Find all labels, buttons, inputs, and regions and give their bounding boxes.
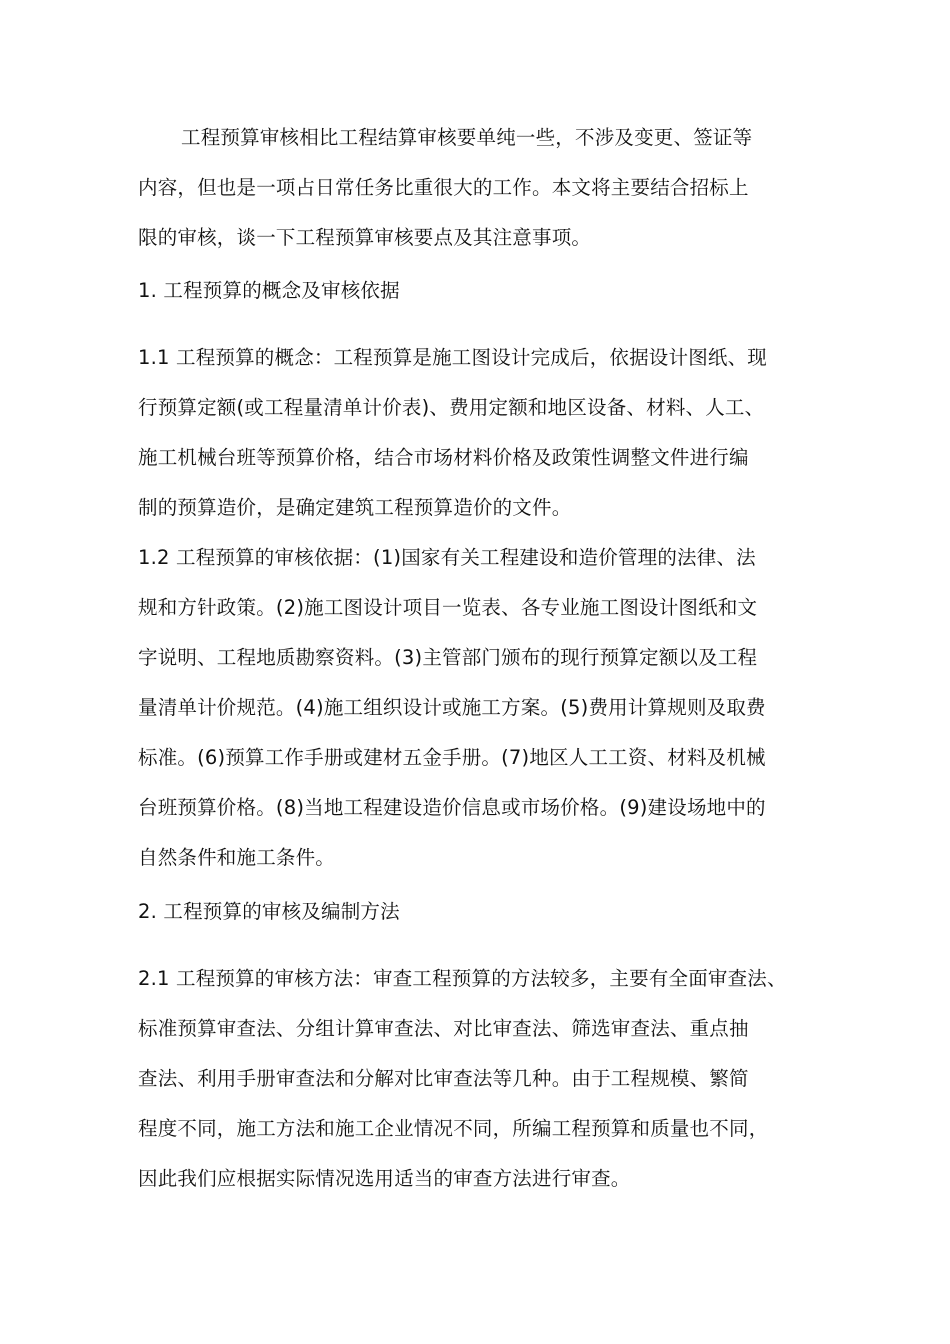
paragraph-1-2-line-3: 字说明、工程地质勘察资料。(3)主管部门颁布的现行预算定额以及工程 [138,646,758,669]
paragraph-1-2-line-1: 1.2 工程预算的审核依据：(1)国家有关工程建设和造价管理的法律、法 [138,546,756,569]
paragraph-2-1-line-5: 因此我们应根据实际情况选用适当的审查方法进行审查。 [138,1167,631,1190]
paragraph-intro-line-2: 内容，但也是一项占日常任务比重很大的工作。本文将主要结合招标上 [138,176,749,199]
paragraph-1-2-line-5: 标准。(6)预算工作手册或建材五金手册。(7)地区人工工资、材料及机械 [138,746,766,769]
paragraph-1-1-line-1: 1.1 工程预算的概念：工程预算是施工图设计完成后，依据设计图纸、现 [138,346,768,369]
paragraph-1-2-line-4: 量清单计价规范。(4)施工组织设计或施工方案。(5)费用计算规则及取费 [138,696,766,719]
section-heading-1: 1. 工程预算的概念及审核依据 [138,279,400,302]
paragraph-2-1-line-1: 2.1 工程预算的审核方法：审查工程预算的方法较多，主要有全面审查法、 [138,967,787,990]
paragraph-intro-line-3: 限的审核，谈一下工程预算审核要点及其注意事项。 [138,226,592,249]
paragraph-intro-line-1: 工程预算审核相比工程结算审核要单纯一些，不涉及变更、签证等 [181,126,753,149]
paragraph-1-2-line-6: 台班预算价格。(8)当地工程建设造价信息或市场价格。(9)建设场地中的 [138,796,766,819]
paragraph-1-1-line-4: 制的预算造价，是确定建筑工程预算造价的文件。 [138,496,572,519]
paragraph-2-1-line-3: 查法、利用手册审查法和分解对比审查法等几种。由于工程规模、繁简 [138,1067,749,1090]
paragraph-2-1-line-2: 标准预算审查法、分组计算审查法、对比审查法、筛选审查法、重点抽 [138,1017,749,1040]
paragraph-1-1-line-2: 行预算定额(或工程量清单计价表)、费用定额和地区设备、材料、人工、 [138,396,765,419]
section-heading-2: 2. 工程预算的审核及编制方法 [138,900,400,923]
paragraph-1-1-line-3: 施工机械台班等预算价格，结合市场材料价格及政策性调整文件进行编 [138,446,749,469]
paragraph-1-2-line-7: 自然条件和施工条件。 [138,846,336,869]
paragraph-1-2-line-2: 规和方针政策。(2)施工图设计项目一览表、各专业施工图设计图纸和文 [138,596,758,619]
paragraph-2-1-line-4: 程度不同，施工方法和施工企业情况不同，所编工程预算和质量也不同， [138,1117,769,1140]
